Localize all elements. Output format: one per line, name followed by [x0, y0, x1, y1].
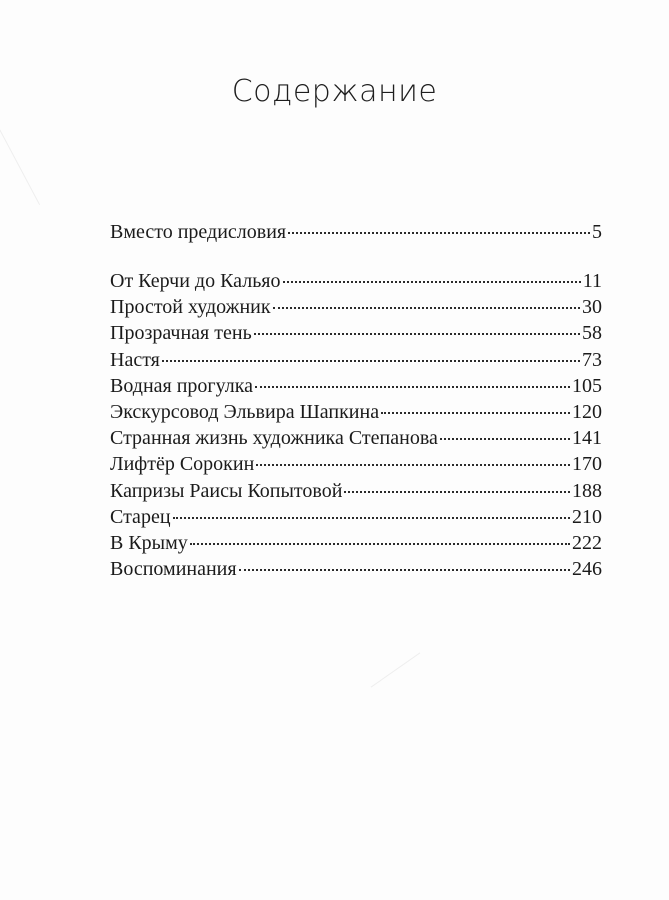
- toc-entry[interactable]: [110, 504, 602, 530]
- toc-entry-page: 5: [592, 221, 602, 243]
- toc-entry-page: 58: [582, 322, 602, 345]
- toc-entry[interactable]: [110, 294, 602, 320]
- toc-list: [110, 268, 602, 582]
- toc-entry-page: 11: [582, 270, 602, 292]
- dot-leader: [381, 412, 570, 414]
- toc-entry-label: От Керчи до Кальяо: [110, 270, 281, 292]
- toc-entry-page: 30: [582, 296, 602, 319]
- dot-leader: [288, 232, 590, 234]
- toc-entry-label: Настя: [110, 348, 160, 371]
- scan-artifact: [371, 652, 421, 687]
- dot-leader: [283, 281, 581, 283]
- toc-entry-label: Воспоминания: [110, 558, 237, 581]
- toc-entry-label: Лифтёр Сорокин: [110, 453, 255, 476]
- toc-entry[interactable]: [110, 347, 602, 373]
- toc-entry-page: 222: [572, 531, 602, 554]
- dot-leader: [162, 360, 580, 362]
- dot-leader: [256, 464, 570, 466]
- toc-entry[interactable]: [110, 478, 602, 504]
- toc-entry[interactable]: [110, 219, 602, 245]
- toc-entry-page: 120: [572, 400, 602, 423]
- toc-entry[interactable]: [110, 530, 602, 556]
- toc-entry-label: Капризы Раисы Копытовой: [110, 479, 343, 502]
- dot-leader: [254, 333, 580, 335]
- toc-entry[interactable]: [110, 320, 602, 346]
- toc-entry-label: Прозрачная тень: [110, 322, 252, 345]
- scan-artifact: [0, 125, 40, 205]
- dot-leader: [190, 543, 570, 545]
- toc-entry-label: Водная прогулка: [110, 374, 254, 397]
- toc-entry-page: 246: [572, 558, 602, 581]
- toc-entry-page: 141: [572, 427, 602, 450]
- toc-entry[interactable]: [110, 556, 602, 582]
- dot-leader: [440, 438, 570, 440]
- toc-entry-page: 105: [572, 374, 602, 397]
- toc-entry[interactable]: [110, 425, 602, 451]
- toc-entry-page: 210: [572, 505, 602, 528]
- toc-entry-label: Странная жизнь художника Степанова: [110, 427, 438, 450]
- toc-entry[interactable]: [110, 268, 602, 294]
- dot-leader: [344, 491, 570, 493]
- dot-leader: [173, 517, 570, 519]
- toc-entry-page: 73: [582, 348, 602, 371]
- toc-entry[interactable]: [110, 451, 602, 477]
- toc-entry-label: Вместо предисловия: [110, 221, 287, 243]
- dot-leader: [239, 569, 570, 571]
- page-title: Содержание: [231, 74, 438, 109]
- toc-entry-label: Простой художник: [110, 296, 271, 319]
- toc-preface: [110, 219, 602, 245]
- dot-leader: [273, 307, 580, 309]
- toc-entry-page: 170: [572, 453, 602, 476]
- toc-entry-label: Старец: [110, 505, 171, 528]
- toc-entry[interactable]: [110, 399, 602, 425]
- toc-entry-page: 188: [572, 479, 602, 502]
- toc-entry[interactable]: [110, 373, 602, 399]
- dot-leader: [255, 386, 570, 388]
- toc-entry-label: В Крыму: [110, 531, 188, 554]
- toc-entry-label: Экскурсовод Эльвира Шапкина: [110, 400, 380, 423]
